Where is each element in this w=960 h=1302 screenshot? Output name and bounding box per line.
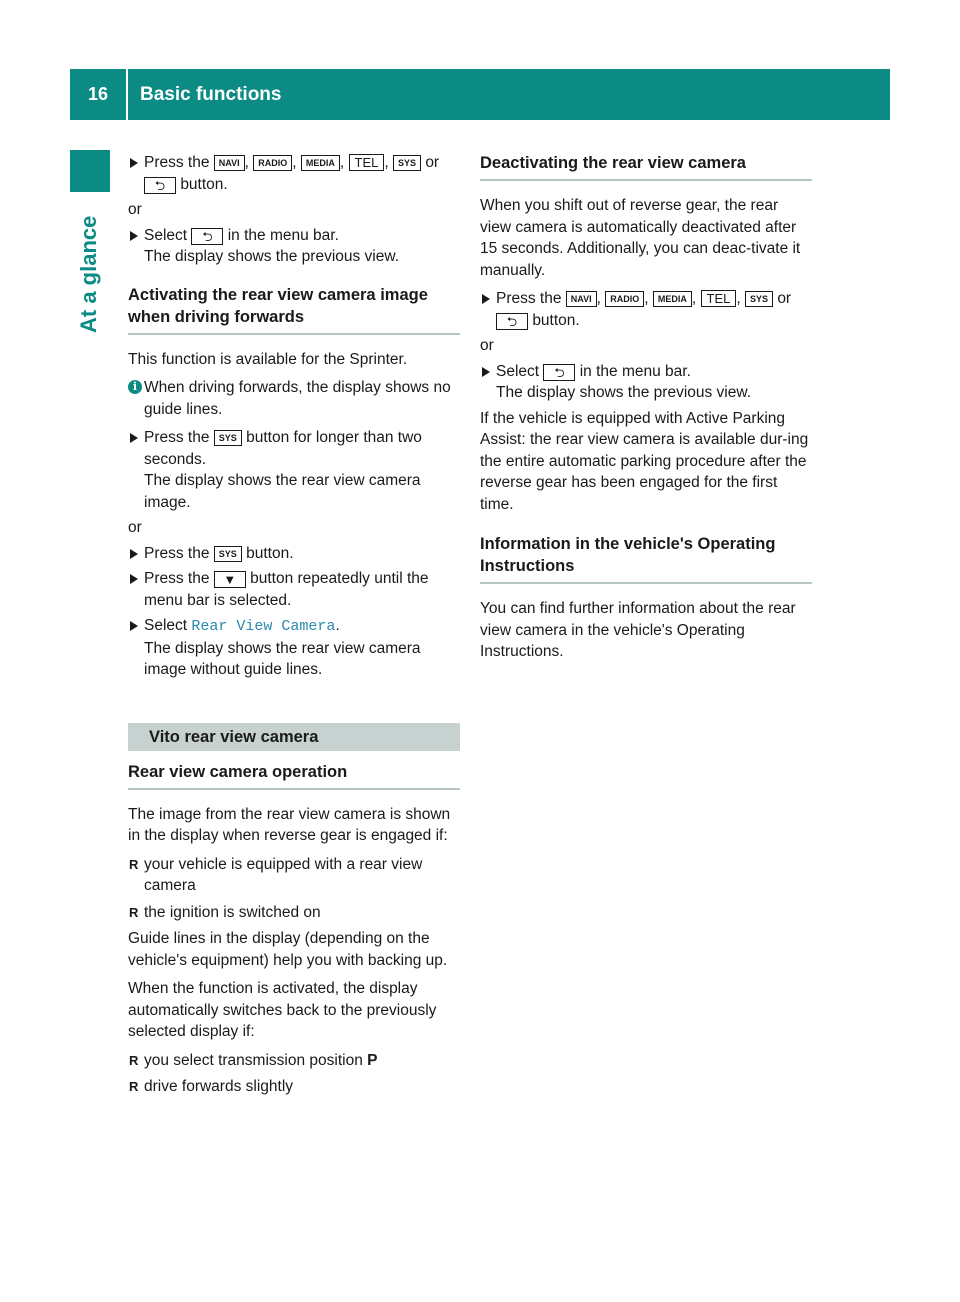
instruction-step: Select Rear View Camera. The display shows the rear view camera image without guide lines. — [128, 615, 460, 681]
result-text: The display shows the rear view camera image without guide lines. — [144, 639, 421, 678]
media-key-icon: MEDIA — [301, 155, 340, 171]
radio-key-icon: RADIO — [605, 291, 644, 307]
result-text: The display shows the rear view camera image. — [144, 472, 421, 511]
right-column — [480, 152, 812, 670]
page-number: 16 — [87, 84, 109, 104]
section-band: Vito rear view camera — [128, 723, 460, 751]
sidebar-label: At a glance — [76, 215, 101, 333]
heading-activating: Activating the rear view camera image when driving forwards — [128, 284, 460, 335]
list-item: R you select transmission position P — [128, 1050, 460, 1072]
navi-key-icon: NAVI — [566, 291, 597, 307]
left-column — [128, 152, 460, 1103]
list-item: R your vehicle is equipped with a rear view camera — [128, 854, 460, 897]
media-key-icon: MEDIA — [653, 291, 692, 307]
info-note: i When driving forwards, the display shows no guide lines. — [128, 377, 460, 420]
instruction-step: Press the NAVI , RADIO , MEDIA , TEL , SYS or ⮌ button. — [128, 152, 460, 195]
page-header — [70, 69, 890, 120]
sys-key-icon: SYS — [214, 546, 242, 562]
instruction-step: Press the SYS button for longer than two seconds. The display shows the rear view camera image. — [128, 427, 460, 513]
navi-key-icon: NAVI — [214, 155, 245, 171]
list-item: R the ignition is switched on — [128, 902, 460, 924]
paragraph: The image from the rear view camera is shown in the display when reverse gear is engaged if: — [128, 805, 451, 844]
heading-deactivating: Deactivating the rear view camera — [480, 152, 812, 181]
paragraph: When the function is activated, the display automatically switches back to the previously selected display if: — [128, 980, 437, 1040]
sys-key-icon: SYS — [214, 430, 242, 446]
back-key-icon: ⮌ — [543, 364, 575, 381]
tel-key-icon: TEL — [701, 290, 737, 307]
tel-key-icon: TEL — [349, 154, 385, 171]
sys-key-icon: SYS — [745, 291, 773, 307]
heading-operation: Rear view camera operation — [128, 761, 460, 790]
heading-information: Information in the vehicle's Operating Instructions — [480, 533, 812, 584]
instruction-step: Press the ▼ button repeatedly until the menu bar is selected. — [128, 568, 460, 611]
or-text: or — [480, 337, 494, 354]
section-title: Basic functions — [140, 84, 282, 105]
or-text: or — [128, 201, 142, 218]
instruction-step: Select ⮌ in the menu bar. The display shows the previous view. — [480, 361, 812, 404]
or-text: or — [128, 519, 142, 536]
back-key-icon: ⮌ — [144, 177, 176, 194]
back-key-icon: ⮌ — [191, 228, 223, 245]
info-icon: i — [128, 380, 142, 394]
paragraph: You can find further information about the rear view camera in the vehicle's Operating Instructions. — [480, 600, 796, 660]
paragraph: This function is available for the Sprinter. — [128, 350, 408, 368]
paragraph: When you shift out of reverse gear, the rear view camera is automatically deactivated after 15 seconds. Additionally, you can deac-tivate it manually. — [480, 197, 801, 279]
instruction-step: Press the SYS button. — [128, 543, 460, 565]
instruction-step: Press the NAVI , RADIO , MEDIA , TEL , SYS or ⮌ button. — [480, 288, 812, 331]
sys-key-icon: SYS — [393, 155, 421, 171]
result-text: The display shows the previous view. — [496, 384, 752, 401]
down-arrow-key-icon: ▼ — [214, 571, 246, 588]
menu-item-rear-view-camera: Rear View Camera — [191, 618, 336, 635]
back-key-icon: ⮌ — [496, 313, 528, 330]
paragraph: If the vehicle is equipped with Active Parking Assist: the rear view camera is available dur-ing the entire automatic parking procedure after the reverse gear has been engaged for the first time. — [480, 409, 809, 513]
radio-key-icon: RADIO — [253, 155, 292, 171]
paragraph: Guide lines in the display (depending on the vehicle's equipment) help you with backing up. — [128, 930, 448, 969]
header-divider — [126, 69, 128, 120]
list-item: R drive forwards slightly — [128, 1076, 460, 1098]
instruction-step: Select ⮌ in the menu bar. The display shows the previous view. — [128, 225, 460, 268]
sidebar-tab-marker — [70, 150, 110, 192]
result-text: The display shows the previous view. — [144, 248, 400, 265]
